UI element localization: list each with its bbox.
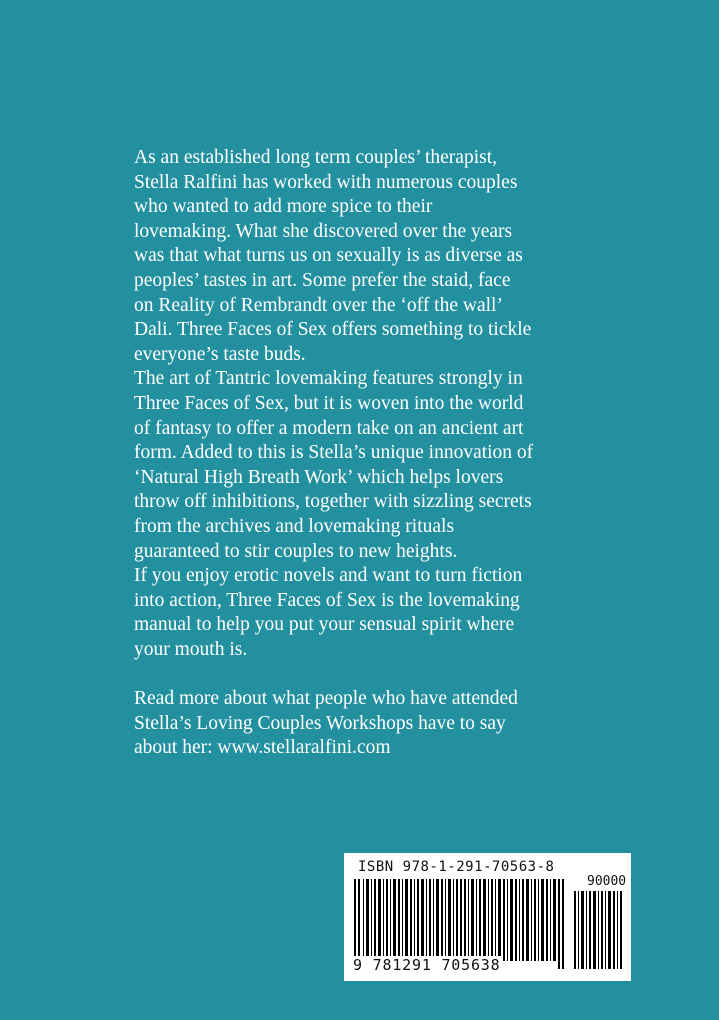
blurb-paragraph-2: The art of Tantric lovemaking features strongly in Three Faces of Sex, but it is woven into the world of fantasy to offer a modern take on an ancient art form. Added to this is Stella’s unique innovation of ‘Natural High Breath Work’ which helps lovers throw off inhibitions, together with sizzling secrets from the archives and lovemaking rituals guaranteed to stir couples to new heights. — [134, 368, 534, 562]
ean-digits: 9 781291 705638 — [353, 956, 501, 974]
addon-barcode-bars — [574, 891, 622, 969]
blurb-paragraph-4: Read more about what people who have attended Stella’s Loving Couples Workshops have to say about her: www.stellaralfini.com — [134, 688, 518, 759]
barcode-panel — [344, 853, 631, 981]
blurb-text — [134, 146, 604, 761]
blurb-paragraph-3: If you enjoy erotic novels and want to turn fiction into action, Three Faces of Sex is the lovemaking manual to help you put your sensual spirit where your mouth is. — [134, 565, 523, 660]
isbn-label: ISBN 978-1-291-70563-8 — [358, 859, 555, 875]
price-addon-code: 90000 — [587, 874, 627, 889]
blurb-paragraph-1: As an established long term couples’ therapist, Stella Ralfini has worked with numerous couples who wanted to add more spice to their lovemaking. What she discovered over the years was that what turns us on sexually is as diverse as peoples’ tastes in art. Some prefer the staid, face on Reality of Rembrandt over the ‘off the wall’ Dali. Three Faces of Sex offers something to tickle everyone’s taste buds. — [134, 147, 532, 365]
